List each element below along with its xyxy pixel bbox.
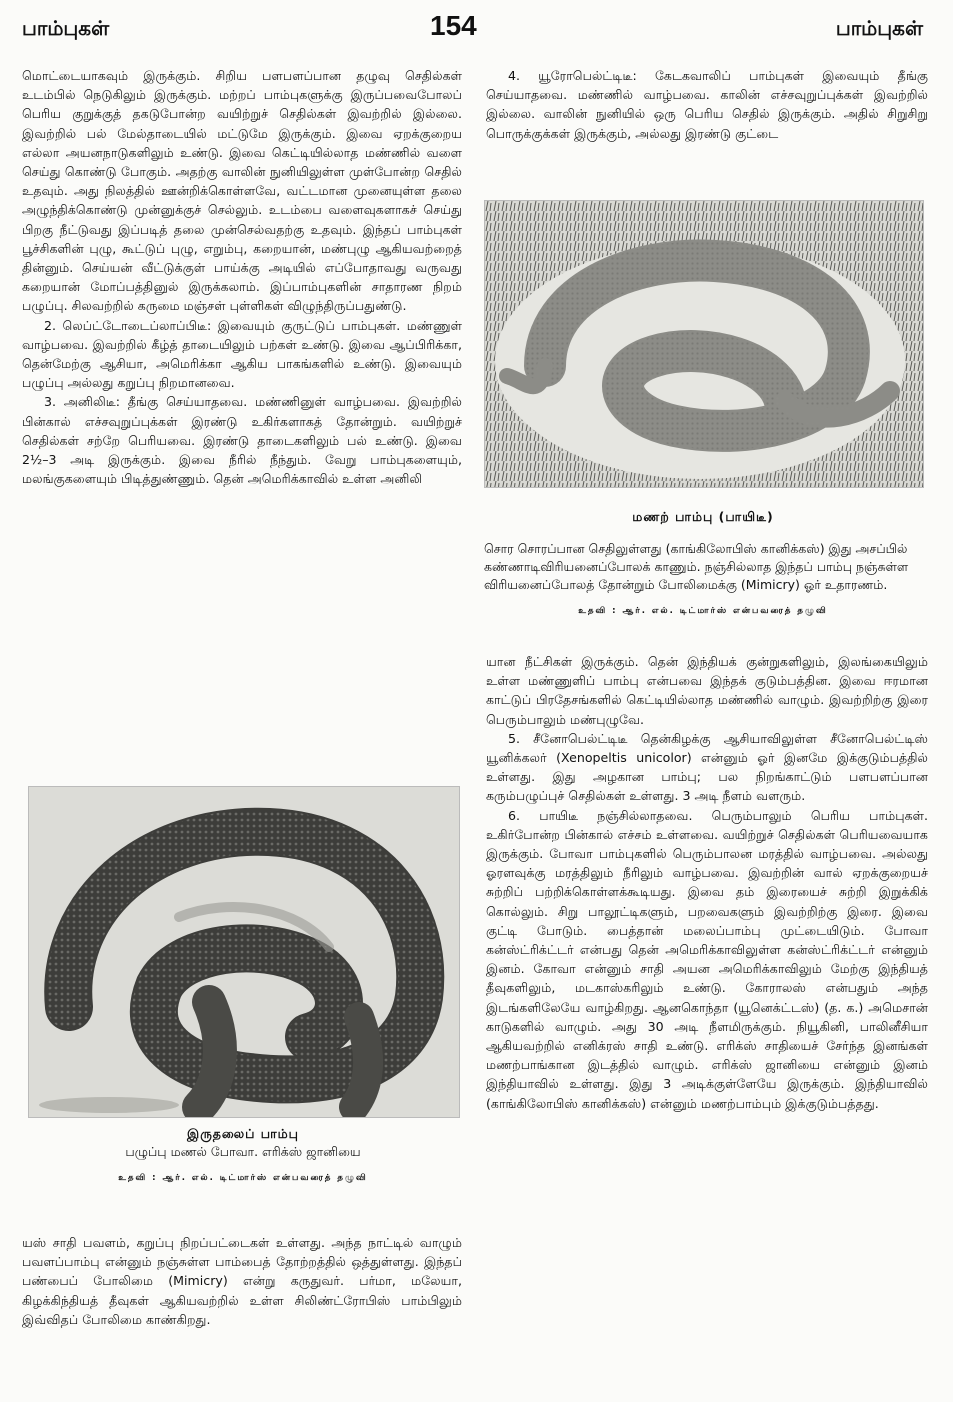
paragraph: 4. யூரோபெல்ட்டிடீ: கேடகவாலிப் பாம்புகள் இவையும் தீங்கு செய்யாதவை. மண்ணில் வாழ்பவை. காலின் எச்சவுறுப்புக்கள் இவற்றில் இல்லை. வாலின் நுனியில் ஒரு பெரிய செதில் இருக்கும். அதில் சிறுசிறு பொருக்குக்கள் இருக்கும், அல்லது இரண்டு குட்டை (486, 68, 928, 141)
paragraph: 6. பாயிடீ நஞ்சில்லாதவை. பெரும்பாலும் பெரிய பாம்புகள். உகிர்போன்ற பின்கால் எச்சம் உள்ளவை. வயிற்றுச் செதில்கள் பெரியவையாக இருக்கும். போவா பாம்புகளில் பெரும்பாலன மரத்தில் வாழ்பவை. அல்லது ஓரளவுக்கு மரத்திலும் நீரிலும் வாழ்பவை. இவற்றின் வால் ஏறக்குறையச் சுற்றிப் பற்றிக்கொள்ளக்கூடியது. இவை தம் இரையைச் சுற்றி இறுக்கிக் கொல்லும். சிறு பாலூட்டிகளும், பறவைகளும் இவற்றிற்கு இரை. இவை குட்டி போடும். பைத்தான் மலைப்பாம்பு முட்டையிடும். போவா கன்ஸ்ட்ரிக்ட்டர் என்பது தென் அமெரிக்காவிலுள்ள கன்ஸ்ட்ரிக்ட்டர் என்னும் இனம். கோவா என்னும் சாதி அயன அமெரிக்காவிலும் மேற்கு இந்தியத் தீவுகளிலும், மடகாஸ்கரிலும் உண்டு. கோராலஸ் என்பதும் அந்த இடங்களிலேயே வாழ்கிறது. ஆனகொந்தா (யூனெக்ட்டஸ்) (த. க.) அமெசான் காடுகளில் வாழும். அது 30 அடி நீளமிருக்கும். நியூகினி, பாலினீசியா ஆகியவற்றில் எனிக்ரஸ் சாதி உண்டு. எரிக்ஸ் சாதியைச் சேர்ந்த இனங்கள் மணற்பாங்கான இடத்தில் வாழும். எரிக்ஸ் ஜானியை என்னும் இனம் இந்தியாவில் உள்ளது. இது 3 அடிக்குள்ளேயே இருக்கும். இந்தியாவில் (காங்கிலோபிஸ் கானிக்கஸ்) என்னும் மணற்பாம்பும் இக்குடும்பத்தது. (486, 807, 928, 1111)
paragraph: 3. அனிலிடீ: தீங்கு செய்யாதவை. மண்ணினுள் வாழ்பவை. இவற்றில் பின்கால் எச்சவுறுப்புக்கள் இரண்டு உகிர்களாகத் தோன்றும். வயிற்றுச் செதில்கள் சற்றே பெரியவை. இரண்டு தாடைகளிலும் பல் உண்டு. இவை 2½–3 அடி இருக்கும். இவை நீரில் நீந்தும். வேறு பாம்புகளையும், மலங்குகளையும் பிடித்துண்ணும். தென் அமெரிக்காவில் உள்ள அனிலி (22, 394, 462, 487)
caption-title: மணற் பாம்பு (பாயிடீ) (632, 509, 774, 524)
caption-subtitle: சொர சொரப்பான செதிலுள்ளது (காங்கிலோபிஸ் கானிக்கஸ்) இது அசப்பில் கண்ணாடிவிரியனைப்போலக் காணும். நஞ்சில்லாத இந்தப் பாம்பு நஞ்சுள்ள விரியனைப்போலத் தோன்றும் போலிமைக்கு (Mimicry) ஓர் உதாரணம். (484, 541, 909, 592)
caption-credit: உதவி : ஆர். எல். டிட்மார்ஸ் என்பவரைத் தழுவி (118, 1173, 368, 1183)
caption-credit: உதவி : ஆர். எல். டிட்மார்ஸ் என்பவரைத் தழுவி (578, 606, 828, 616)
caption-subtitle: பழுப்பு மணல் போவா. எரிக்ஸ் ஜானியை (125, 1144, 361, 1159)
sand-snake-drawing (485, 201, 923, 487)
caption-title: இருதலைப் பாம்பு (187, 1126, 299, 1141)
left-column-top (22, 66, 462, 488)
paragraph: யான நீட்சிகள் இருக்கும். தென் இந்தியக் குன்றுகளிலும், இலங்கையிலும் உள்ள மண்ணுளிப் பாம்பு என்பவை இந்தக் குடும்பத்தின. இவை ஈரமான காட்டுப் பிரதேசங்களில் கெட்டியில்லாத மண்ணில் வாழும். இவற்றிற்கு இரை பெரும்பாலும் மண்புழுவே. (486, 654, 928, 727)
right-column-bottom (486, 652, 928, 1113)
running-title-left: பாம்புகள் (22, 16, 110, 40)
paragraph: மொட்டையாகவும் இருக்கும். சிறிய பளபளப்பான தழுவு செதில்கள் உடம்பில் நெடுகிலும் இருக்கும். மற்றப் பாம்புகளுக்கு இருப்பவைபோலப் பெரிய குறுக்குத் தகடுபோன்ற வயிற்றுச் செதில்கள் இவற்றில் இல்லை. இவற்றில் பல் மேல்தாடையில் மட்டுமே இருக்கும். இவை ஏறக்குறைய எல்லா அயனநாடுகளிலும் உண்டு. இவை கெட்டியில்லாத மண்ணில் வளை செய்து கொண்டு போகும். அதற்கு வாலின் நுனியிலுள்ள முள்போன்ற செதில் உதவும். அது நிலத்தில் ஊன்றிக்கொள்ளவே, வட்டமான முனையுள்ள தலை அழுந்திக்கொண்டு முன்னுக்குச் செல்லும். உடம்பை வளைவுகளாகச் செய்து பிறகு நீட்டுவது இப்படித் தலை முன்செல்வதற்கு உதவும். இந்தப் பாம்புகள் பூச்சிகளின் புழு, கூட்டுப் புழு, எறும்பு, கறையான், மண்புழு ஆகியவற்றைத் தின்னும். செய்யன் வீட்டுக்குள் பாய்க்கு அடியில் எப்போதாவது வருவது கறையான் மோப்பத்தினுல் இருக்கலாம். இப்பாம்புகளின் சாதாரண நிறம் பழுப்பு. சிலவற்றில் கருமை மஞ்சள் புள்ளிகள் விழுந்திருப்பதுண்டு. (22, 68, 462, 314)
running-title-right: பாம்புகள் (835, 16, 923, 40)
left-column-bottom (22, 1233, 462, 1329)
figure-caption-left (28, 1126, 458, 1184)
page-number: 154 (430, 10, 477, 41)
paragraph: யஸ் சாதி பவளம், கறுப்பு நிறப்பட்டைகள் உள்ளது. அந்த நாட்டில் வாழும் பவளப்பாம்பு என்னும் நஞ்சுள்ள பாம்பைத் தோற்றத்தில் ஒத்துள்ளது. இந்தப் பண்பைப் போலிமை (Mimicry) என்று கருதுவர். பர்மா, மலேயா, கிழக்கிந்தியத் தீவுகள் ஆகியவற்றில் உள்ள சிலிண்ட்ரோபிஸ் பாம்பிலும் இவ்விதப் போலிமை காண்கிறது. (22, 1235, 462, 1327)
coiled-snake-drawing (29, 787, 459, 1117)
snake-illustration-left (28, 786, 460, 1118)
right-column-top (486, 66, 928, 143)
figure-caption-right (484, 509, 922, 617)
paragraph: 5. சீனோபெல்ட்டிடீ தென்கிழக்கு ஆசியாவிலுள்ள சீனோபெல்ட்டிஸ் யூனிக்கலர் (Xenopeltis unicolor) என்னும் ஓர் இனமே இக்குடும்பத்தில் உள்ளது. இது அழகான பாம்பு; பல நிறங்காட்டும் பளபளப்பான கரும்பழுப்புச் செதில்கள் உள்ளது. 3 அடி நீளம் வளரும். (486, 730, 928, 804)
snake-illustration-right (484, 200, 924, 488)
page-header (0, 0, 953, 50)
paragraph: 2. லெப்ட்டோடைப்லாப்பிடீ: இவையும் குருட்டுப் பாம்புகள். மண்ணுள் வாழ்பவை. இவற்றில் கீழ்த் தாடையிலும் பற்கள் உண்டு. இவை ஆப்பிரிக்கா, தென்மேற்கு ஆசியா, அமெரிக்கா ஆகிய பாகங்களில் உண்டு. இவையும் பழுப்பு அல்லது கறுப்பு நிறமானவை. (22, 317, 462, 391)
